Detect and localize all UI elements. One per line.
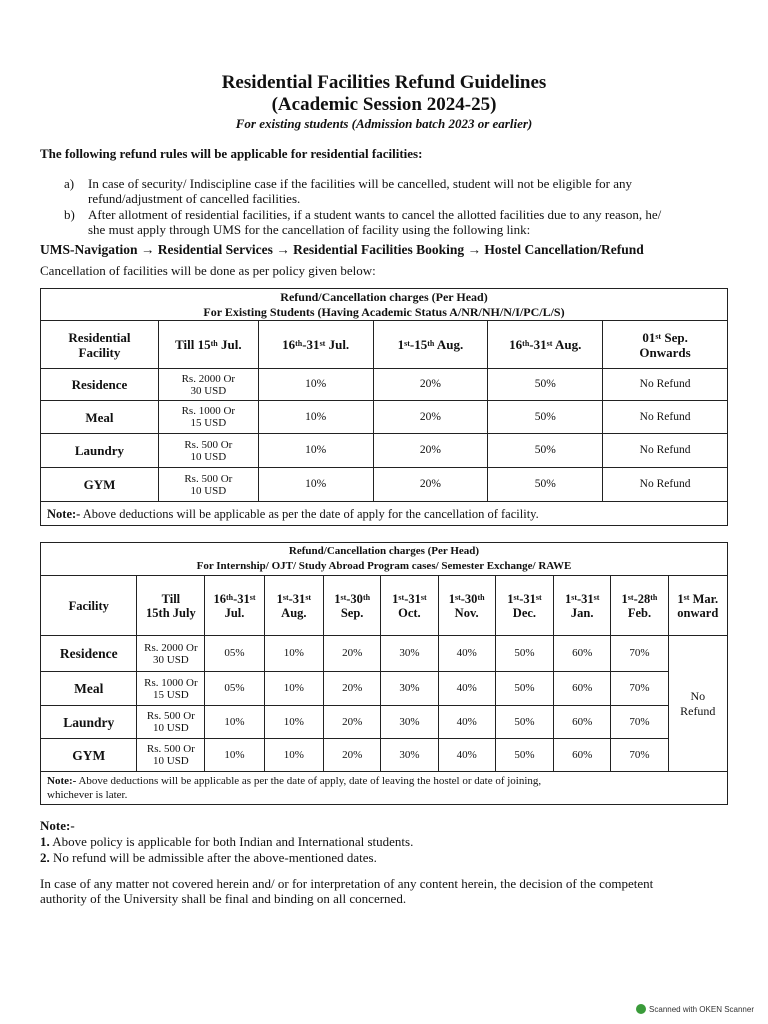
charge-cell: 60% bbox=[554, 636, 611, 672]
charge-cell: 30% bbox=[381, 636, 438, 672]
fee-line2: 30 USD bbox=[190, 384, 227, 397]
charge-cell: No Refund bbox=[603, 369, 728, 401]
fee-line2: 10 USD bbox=[190, 450, 227, 463]
charge-cell: 20% bbox=[373, 401, 488, 434]
facility-name: Meal bbox=[41, 672, 137, 706]
closing-line2: authority of the University shall be final and binding on all concerned. bbox=[40, 891, 407, 906]
table2-title-line2: For Internship/ OJT/ Study Abroad Program cases/ Semester Exchange/ RAWE bbox=[196, 560, 572, 572]
table2-header-16-31-jul: 16th-31st Jul. bbox=[205, 576, 264, 636]
closing-line1: In case of any matter not covered herein and/ or for interpretation of any content herein, the decision of the competent bbox=[40, 876, 654, 891]
charge-cell: 05% bbox=[205, 636, 264, 672]
table2-header-facility: Facility bbox=[41, 576, 137, 636]
notes-label: Note:- bbox=[40, 818, 75, 833]
charge-cell: 70% bbox=[611, 739, 668, 772]
fee-line2: 10 USD bbox=[190, 484, 227, 497]
charge-cell: 50% bbox=[488, 434, 603, 468]
policy-line: Cancellation of facilities will be done as per policy given below: bbox=[40, 263, 376, 278]
facility-name: Laundry bbox=[41, 706, 137, 739]
note-1-number: 1. bbox=[40, 834, 50, 849]
scanner-logo-icon bbox=[636, 1004, 646, 1014]
table2-header-1-30-sep: 1st-30th Sep. bbox=[324, 576, 381, 636]
fee-line1: Rs. 2000 Or bbox=[144, 641, 198, 654]
fee-line2: 15 USD bbox=[153, 688, 189, 701]
charge-cell: 20% bbox=[324, 706, 381, 739]
facility-fee bbox=[158, 369, 258, 401]
charge-cell: 30% bbox=[381, 739, 438, 772]
table1-note-label: Note:- bbox=[47, 506, 81, 521]
table-row bbox=[41, 369, 728, 401]
charge-cell: 50% bbox=[488, 468, 603, 502]
ums-navigation-path: UMS-Navigation → Residential Services → Residential Facilities Booking → Hostel Cancellation/Refund bbox=[40, 242, 644, 257]
charge-cell: 10% bbox=[264, 706, 323, 739]
facility-fee bbox=[137, 636, 205, 672]
charge-cell: 10% bbox=[258, 401, 373, 434]
table2-note bbox=[41, 772, 728, 805]
intro-text: The following refund rules will be applicable for residential facilities: bbox=[40, 146, 423, 161]
note-2-number: 2. bbox=[40, 850, 50, 865]
facility-fee bbox=[137, 739, 205, 772]
fee-line1: Rs. 1000 Or bbox=[181, 405, 236, 417]
charge-cell: 20% bbox=[373, 369, 488, 401]
fee-line1: Rs. 500 Or bbox=[146, 743, 195, 755]
facility-name: Meal bbox=[41, 401, 159, 434]
charge-cell: 60% bbox=[554, 672, 611, 706]
charge-cell: 50% bbox=[495, 739, 553, 772]
charge-cell: 20% bbox=[324, 672, 381, 706]
table2-note-label: Note:- bbox=[47, 775, 77, 787]
rule-a-marker: a) bbox=[64, 176, 75, 191]
charge-cell: 05% bbox=[205, 672, 264, 706]
table1-header-facility: Residential Facility bbox=[41, 321, 159, 369]
rule-b-marker: b) bbox=[64, 207, 75, 222]
table2-header-1-28-feb: 1st-28th Feb. bbox=[611, 576, 668, 636]
fee-line2: 15 USD bbox=[190, 417, 227, 429]
charge-cell: 40% bbox=[438, 739, 495, 772]
facility-fee bbox=[158, 434, 258, 468]
facility-name: Residence bbox=[41, 636, 137, 672]
table2-header-1-30-nov: 1st-30th Nov. bbox=[438, 576, 495, 636]
facility-name: Laundry bbox=[41, 434, 159, 468]
charge-cell: 20% bbox=[373, 434, 488, 468]
table-row bbox=[41, 401, 728, 434]
charge-cell: 40% bbox=[438, 672, 495, 706]
document-audience: For existing students (Admission batch 2023 or earlier) bbox=[235, 116, 533, 131]
table1-title-line1: Refund/Cancellation charges (Per Head) bbox=[280, 289, 488, 304]
table2-title-line1: Refund/Cancellation charges (Per Head) bbox=[288, 545, 480, 557]
fee-line1: Rs. 2000 Or bbox=[181, 372, 236, 385]
charge-cell: 50% bbox=[488, 369, 603, 401]
facility-name: Residence bbox=[41, 369, 159, 401]
scanner-watermark bbox=[636, 1004, 754, 1014]
facility-fee bbox=[158, 468, 258, 502]
charge-cell: 10% bbox=[264, 672, 323, 706]
fee-line2: 10 USD bbox=[153, 755, 189, 767]
no-refund-text: No Refund bbox=[680, 688, 716, 718]
rule-b-line2: she must apply through UMS for the cancellation of facility using the following link: bbox=[88, 222, 531, 237]
charge-cell: 10% bbox=[264, 739, 323, 772]
table-row bbox=[41, 706, 728, 739]
facility-name: GYM bbox=[41, 739, 137, 772]
note-item-2 bbox=[40, 850, 377, 865]
table2-note-line2: whichever is later. bbox=[47, 789, 128, 801]
table1-note bbox=[41, 502, 728, 526]
fee-line2: 30 USD bbox=[153, 653, 189, 666]
charge-cell: 50% bbox=[488, 401, 603, 434]
table2-header-1-31-aug: 1st-31st Aug. bbox=[264, 576, 323, 636]
table-row bbox=[41, 434, 728, 468]
table1-header-16-31-jul: 16th-31st Jul. bbox=[258, 321, 373, 369]
rule-b-line1: After allotment of residential facilities, if a student wants to cancel the allotted facilities due to any reason, he/ bbox=[88, 207, 662, 222]
charge-cell: 20% bbox=[373, 468, 488, 502]
facility-fee bbox=[137, 672, 205, 706]
facility-fee bbox=[137, 706, 205, 739]
charge-cell: 30% bbox=[381, 706, 438, 739]
table-row bbox=[41, 739, 728, 772]
charge-cell: 10% bbox=[205, 706, 264, 739]
charge-cell: 70% bbox=[611, 636, 668, 672]
charge-cell: No Refund bbox=[603, 434, 728, 468]
table1-header-1-15-aug: 1st-15th Aug. bbox=[373, 321, 488, 369]
table-row bbox=[41, 468, 728, 502]
table1-title-line2: For Existing Students (Having Academic Status A/NR/NH/N/I/PC/L/S) bbox=[203, 304, 565, 319]
scanner-text: Scanned with OKEN Scanner bbox=[649, 1004, 754, 1014]
table-row bbox=[41, 636, 728, 672]
table1-header-till-15-jul: Till 15th Jul. bbox=[158, 321, 258, 369]
table1-header-16-31-aug: 16th-31st Aug. bbox=[488, 321, 603, 369]
charge-cell: 70% bbox=[611, 706, 668, 739]
fee-line1: Rs. 1000 Or bbox=[144, 676, 198, 689]
refund-table-existing-students bbox=[40, 288, 728, 526]
table1-note-text: Above deductions will be applicable as per the date of apply for the cancellation of facility. bbox=[82, 506, 539, 521]
note-1-text: Above policy is applicable for both Indian and International students. bbox=[52, 834, 414, 849]
charge-cell: 70% bbox=[611, 672, 668, 706]
charge-cell: 20% bbox=[324, 636, 381, 672]
fee-line1: Rs. 500 Or bbox=[184, 438, 233, 451]
charge-cell: 10% bbox=[205, 739, 264, 772]
rule-a-line2: refund/adjustment of cancelled facilities. bbox=[88, 191, 301, 206]
charge-cell: 20% bbox=[324, 739, 381, 772]
no-refund-cell bbox=[668, 636, 727, 772]
table2-header-1-31-oct: 1st-31st Oct. bbox=[381, 576, 438, 636]
table2-note-line1: Above deductions will be applicable as per the date of apply, date of leaving the hostel or date of joining, bbox=[78, 775, 542, 787]
table1-title bbox=[41, 289, 728, 321]
rule-a-line1: In case of security/ Indiscipline case if the facilities will be cancelled, student will not be eligible for any bbox=[88, 176, 633, 191]
document-subtitle: (Academic Session 2024-25) bbox=[271, 94, 497, 115]
charge-cell: 10% bbox=[258, 369, 373, 401]
charge-cell: 50% bbox=[495, 636, 553, 672]
facility-fee bbox=[158, 401, 258, 434]
table-row bbox=[41, 672, 728, 706]
note-item-1 bbox=[40, 834, 413, 849]
fee-line1: Rs. 500 Or bbox=[184, 472, 233, 485]
note-2-text: No refund will be admissible after the above-mentioned dates. bbox=[53, 850, 377, 865]
charge-cell: 40% bbox=[438, 706, 495, 739]
charge-cell: 30% bbox=[381, 672, 438, 706]
charge-cell: 10% bbox=[258, 434, 373, 468]
charge-cell: No Refund bbox=[603, 401, 728, 434]
table2-title bbox=[41, 543, 728, 576]
charge-cell: 40% bbox=[438, 636, 495, 672]
table2-header-1-31-dec: 1st-31st Dec. bbox=[495, 576, 553, 636]
table1-header-01-sep-onwards: 01st Sep. Onwards bbox=[603, 321, 728, 369]
refund-table-internship-cases bbox=[40, 542, 728, 805]
charge-cell: 60% bbox=[554, 739, 611, 772]
charge-cell: 10% bbox=[264, 636, 323, 672]
table2-header-1-mar-onward: 1st Mar. onward bbox=[668, 576, 727, 636]
charge-cell: 50% bbox=[495, 706, 553, 739]
fee-line1: Rs. 500 Or bbox=[146, 710, 195, 722]
table2-header-1-31-jan: 1st-31st Jan. bbox=[554, 576, 611, 636]
fee-line2: 10 USD bbox=[153, 722, 189, 734]
table2-header-till-15th-july: Till 15th July bbox=[137, 576, 205, 636]
charge-cell: 10% bbox=[258, 468, 373, 502]
charge-cell: 50% bbox=[495, 672, 553, 706]
document-title: Residential Facilities Refund Guidelines bbox=[221, 72, 547, 93]
facility-name: GYM bbox=[41, 468, 159, 502]
charge-cell: No Refund bbox=[603, 468, 728, 502]
charge-cell: 60% bbox=[554, 706, 611, 739]
